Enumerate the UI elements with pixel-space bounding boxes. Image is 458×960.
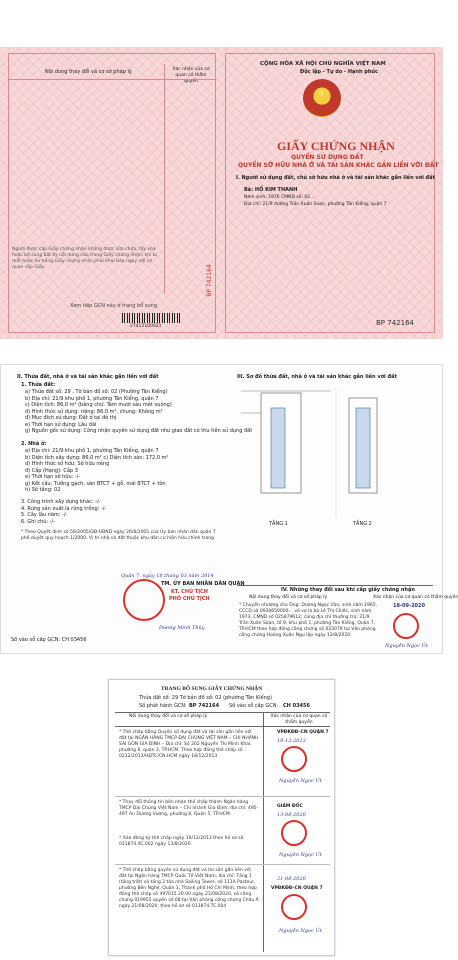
registration-number: Số vào sổ cấp GCN: CH 03456 — [11, 637, 87, 643]
other-line: 6. Ghi chú: -/- — [21, 518, 56, 525]
owner-name: Bà: HỒ KIM THANH — [244, 187, 298, 193]
entry-1-text: * Thế chấp bằng Quyền sử dụng đất và tài sản gắn liền với đất tại NGÂN HÀNG TMCP ĐẠI CHÚNG VIỆT NAM – CHI NHÁNH SÀI GÒN GIA ĐỊNH – Địa chỉ: Số 202 Nguyễn Thị Minh Khai, phường 6, quận 3, TP.HCM. Theo hợp đồng thế chấp số 0212/2013/HĐTC/CN.HCM ngày 18/12/2013 — [119, 730, 259, 759]
certificate-inner-sheet — [0, 364, 458, 654]
official-seal-stamp — [123, 579, 165, 621]
supplement-col-content: Nội dung thay đổi và cơ sở pháp lý — [129, 714, 208, 719]
floor-1-label: TẦNG 1 — [269, 521, 288, 527]
land-line: g) Nguồn gốc sử dụng: Công nhận quyền sử dụng đất như giao đất có thu tiền sử dụng đất — [25, 428, 253, 434]
land-line: e) Thời hạn sử dụng: Lâu dài — [25, 421, 97, 428]
entry-1-date: 19-12-2013 — [277, 738, 306, 744]
section-2-heading: II. Thửa đất, nhà ở và tài sản khác gắn liền với đất — [17, 374, 159, 380]
entry-3-text: * Thế chấp bằng quyền sử dụng đất và tài sản gắn liền với đất tại Ngân hàng TMCP Quốc Tế Việt Nam, địa chỉ: Tầng 1 (tầng trệt) và tầng 2 tòa nhà Sailing Tower, số 111A Pasteur, phường Bến Nghé, Quận 1, Thành phố Hồ Chí Minh, theo hợp đồng thế chấp số 497015.20.00 ngày 21/08/2020, số công chứng 019955 quyển số 08 tại Văn phòng công chứng Châu Á ngày 21/08/2020, theo hồ sơ số 011874.TC.004 — [119, 868, 259, 909]
authority-line-2: KT. CHỦ TỊCH — [171, 589, 208, 595]
land-line: b) Địa chỉ: 21/9 khu phố 1, phường Tân Kiểng, quận 7 — [25, 395, 159, 402]
supplement-title: TRANG BỔ SUNG GIẤY CHỨNG NHẬN — [161, 686, 263, 692]
house-line: g) Kết cấu: Tường gạch, sàn BTCT + gỗ, mái BTCT + tôn — [25, 480, 166, 487]
entry-3-office: VPĐKĐĐ-CN QUẬN 7 — [271, 886, 323, 891]
house-line: d) Hình thức sở hữu: Sở hữu riêng — [25, 461, 110, 467]
supplement-book-label: Số vào sổ cấp GCN: — [229, 703, 279, 709]
other-assets — [21, 499, 221, 525]
entry-1-signer: Nguyễn Ngọc Út — [279, 778, 322, 784]
entry-2-role: GIÁM ĐỐC — [277, 804, 303, 809]
certificate-serial: BP 742164 — [376, 319, 414, 327]
section-4-col-content: Nội dung thay đổi và cơ sở pháp lý — [249, 595, 328, 600]
floor-2-label: TẦNG 2 — [353, 521, 372, 527]
other-line: 4. Rừng sản xuất là rừng trồng: -/- — [21, 505, 107, 512]
land-line: c) Diện tích: 86,0 m² (bằng chữ: Tám mươi sáu mét vuông) — [25, 402, 172, 408]
land-details — [25, 389, 253, 435]
issue-place-date: Quận 7, ngày 18 tháng 03 năm 2014 — [121, 573, 214, 579]
supplement-sheet — [108, 679, 335, 956]
entry-2-date: 13-08-2020 — [277, 812, 306, 818]
house-label: 2. Nhà ở: — [21, 441, 47, 447]
section-owner-heading: I. Người sử dụng đất, chủ sở hữu nhà ở và tài sản khác gắn liền với đất — [236, 175, 435, 181]
country-name: CỘNG HÒA XÃ HỘI CHỦ NGHĨA VIỆT NAM — [260, 61, 386, 67]
other-line: 3. Công trình xây dựng khác: -/- — [21, 499, 101, 505]
entry-3-date: 21-08-2020 — [277, 876, 306, 882]
section-3-heading: III. Sơ đồ thửa đất, nhà ở và tài sản khác gắn liền với đất — [237, 374, 397, 380]
continue-note: Xem tiếp GCN này ở trang bổ sung — [70, 303, 158, 309]
house-line: a) Địa chỉ: 21/9 khu phố 1, phường Tân Kiểng, quận 7 — [25, 448, 159, 454]
owner-address: Địa chỉ: 21/9 đường Trần Xuân Soạn, phường Tân Kiểng, quận 7 — [244, 202, 387, 207]
emblem-star-icon: ★ — [316, 86, 327, 100]
section-4-heading: IV. Những thay đổi sau khi cấp giấy chứng nhận — [281, 587, 415, 593]
land-line: a) Thửa đất số: 29 , Tờ bản đồ số: 02 (Phường Tân Kiểng) — [25, 389, 168, 395]
house-line: e) Thời hạn sở hữu: -/- — [25, 474, 81, 480]
supplement-col-confirm: Xác nhận của cơ quan có thẩm quyền — [270, 714, 328, 725]
certificate-subtitle-2: QUYỀN SỞ HỮU NHÀ Ở VÀ TÀI SẢN KHÁC GẮN LIỀN VỚI ĐẤT — [238, 162, 439, 169]
barcode-number: 27412100021 — [130, 324, 162, 329]
entry-2-stamp — [281, 820, 307, 846]
entry-2-signer: Nguyễn Ngọc Út — [279, 852, 322, 858]
plot-diagram-drawing — [241, 383, 431, 533]
house-line: h) Số tầng: 02 — [25, 487, 61, 493]
change-signer: Nguyễn Ngọc Út — [385, 643, 428, 649]
entry-2b-text: * Xóa đăng ký thế chấp ngày 19/12/2013 theo hồ sơ số 011874.XC.002 ngày 13/8/2020 — [119, 836, 244, 847]
supplement-serial-label: Số phát hành GCN: — [139, 703, 187, 709]
left-col-header-confirm: Xác nhận của cơ quan có thẩm quyền — [172, 67, 210, 84]
other-line: 5. Cây lâu năm: -/- — [21, 512, 68, 518]
left-serial-rotated: BP 742164 — [205, 264, 213, 297]
cover-left-page — [8, 53, 216, 333]
land-line: đ) Mục đích sử dụng: Đất ở tại đô thị — [25, 415, 117, 421]
motto: Độc lập - Tự do - Hạnh phúc — [300, 69, 378, 75]
left-col-header-content: Nội dung thay đổi và cơ sở pháp lý — [45, 69, 132, 75]
entry-1-stamp — [281, 746, 307, 772]
change-stamp-date: 18-09-2020 — [393, 603, 425, 609]
certificate-subtitle-1: QUYỀN SỬ DỤNG ĐẤT — [291, 154, 364, 161]
certificate-title: GIẤY CHỨNG NHẬN — [277, 139, 395, 153]
house-line: đ) Cấp (Hạng): Cấp 3 — [25, 467, 78, 474]
cover-notice: Người được cấp Giấy chứng nhận không được sửa chữa, tẩy xóa hoặc bổ sung bất kỳ nội dung nào trong Giấy chứng nhận; khi bị mất hoặc hư hỏng Giấy chứng nhận phải khai báo ngay với cơ quan cấp Giấy. — [12, 247, 157, 270]
section-4-col-confirm: Xác nhận của cơ quan có thẩm quyền — [373, 595, 458, 600]
certificate-cover-sheet — [0, 47, 443, 339]
authority-line-1: TM. ỦY BAN NHÂN DÂN QUẬN — [161, 581, 245, 587]
change-seal-stamp — [393, 613, 419, 639]
entry-3-stamp — [281, 894, 307, 920]
land-line: d) Hình thức sử dụng: riêng: 86,0 m², chung: Không m² — [25, 408, 163, 415]
signer-name: Dương Minh Thủy — [159, 625, 205, 631]
plot-diagram — [241, 383, 431, 533]
entry-3-signer: Nguyễn Ngọc Út — [279, 928, 322, 934]
entry-1-office: VPĐKĐĐ-CN QUẬN 7 — [277, 730, 329, 735]
barcode-image — [122, 313, 182, 323]
land-label: 1. Thửa đất: — [21, 382, 56, 388]
house-details — [25, 448, 225, 494]
transfer-change-text: * Chuyển nhượng cho Ông: Dương Ngọc Văn, sinh năm 1965, CCCD số 0930650000… và vợ là bà Lê Thị Chiếc, sinh năm 1973, CMND số 025879612; cùng địa chỉ thường trú: 21/9 Trần Xuân Soạn, tổ 9, khu phố 1, phường Tân Kiểng, Quận 7, TP.HCM theo hợp đồng công chứng số 023079 tại Văn phòng công chứng Hoàng Xuân Ngụ lập ngày 12/8/2020. — [239, 603, 378, 638]
planning-notes: * Theo Quyết định số 56/2005/QĐ-UBND ngày 26/8/2005 của Ủy ban nhân dân quận 7 phê duyệt quy hoạch 1/2000. Vị trí nhà và đất thuộc khu dân cư hiện hữu chỉnh trang. — [21, 530, 216, 541]
house-line: b) Diện tích xây dựng: 86,0 m² c) Diện tích sàn: 172,0 m² — [25, 454, 169, 461]
supplement-serial: BP 742164 — [189, 703, 220, 709]
owner-detail: Năm sinh: 1976 CMND số: 02... — [244, 195, 315, 200]
entry-2-text: * Thay đổi thông tin bên nhận thế chấp thành Ngân hàng TMCP Đại Chúng Việt Nam – Chi nhánh Gia Định, địa chỉ: 495-497 An Dương Vương, phường 8, Quận 5, TP.HCM. — [119, 800, 259, 817]
supplement-book: CH 03456 — [283, 703, 310, 709]
supplement-plot: Thửa đất số: 29 Tờ bản đồ số: 02 (phường Tân Kiểng) — [139, 695, 272, 701]
authority-line-3: PHÓ CHỦ TỊCH — [169, 596, 210, 602]
